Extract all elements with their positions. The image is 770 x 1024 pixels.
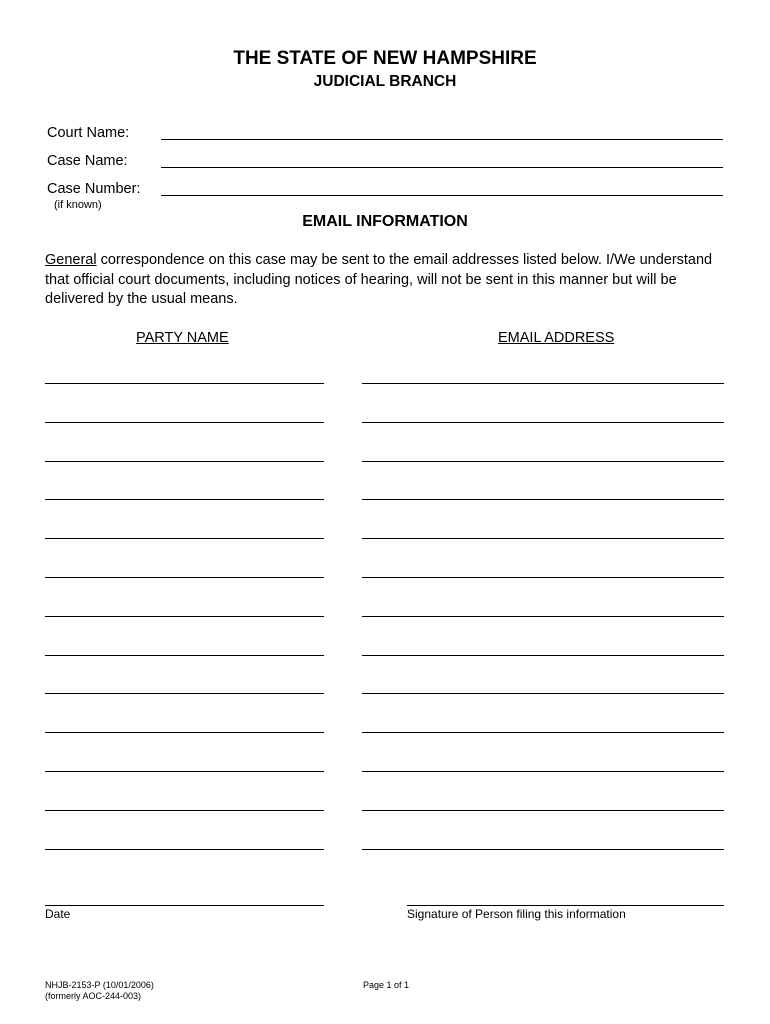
party-name-field[interactable] (45, 499, 324, 500)
email-address-field[interactable] (362, 499, 724, 500)
if-known-note: (if known) (54, 199, 102, 211)
case-number-field[interactable] (161, 195, 723, 196)
instructions-paragraph (45, 251, 735, 310)
email-address-field[interactable] (362, 422, 724, 423)
email-address-field[interactable] (362, 771, 724, 772)
court-name-label: Court Name: (47, 125, 130, 141)
email-address-field[interactable] (362, 538, 724, 539)
form-number: NHJB-2153-P (10/01/2006) (45, 980, 154, 990)
court-name-field[interactable] (161, 139, 723, 140)
email-address-field[interactable] (362, 616, 724, 617)
party-name-field[interactable] (45, 810, 324, 811)
party-name-field[interactable] (45, 383, 324, 384)
case-name-field[interactable] (161, 167, 723, 168)
email-address-field[interactable] (362, 849, 724, 850)
form-formerly: (formerly AOC-244-003) (45, 991, 142, 1001)
date-label: Date (45, 907, 71, 921)
email-address-field[interactable] (362, 693, 724, 694)
signature-field[interactable] (407, 905, 724, 906)
party-name-field[interactable] (45, 771, 324, 772)
party-name-field[interactable] (45, 461, 324, 462)
page-subtitle: JUDICIAL BRANCH (313, 73, 457, 90)
email-address-field[interactable] (362, 655, 724, 656)
party-name-field[interactable] (45, 577, 324, 578)
party-name-field[interactable] (45, 849, 324, 850)
email-address-header: EMAIL ADDRESS (498, 330, 615, 346)
email-address-field[interactable] (362, 810, 724, 811)
page-number: Page 1 of 1 (363, 980, 410, 990)
party-name-field[interactable] (45, 732, 324, 733)
email-address-field[interactable] (362, 732, 724, 733)
case-number-label: Case Number: (47, 181, 141, 197)
party-name-field[interactable] (45, 655, 324, 656)
page-title: THE STATE OF NEW HAMPSHIRE (233, 48, 537, 69)
section-title: EMAIL INFORMATION (302, 213, 468, 230)
email-address-field[interactable] (362, 461, 724, 462)
party-name-header: PARTY NAME (136, 330, 229, 346)
party-name-field[interactable] (45, 422, 324, 423)
paragraph-text: correspondence on this case may be sent to the email addresses listed below. I/We understand that official court documents, including notices of hearing, will not be sent in this manner but will be delivered by the usual means. (45, 252, 713, 307)
email-address-field[interactable] (362, 577, 724, 578)
email-address-field[interactable] (362, 383, 724, 384)
date-field[interactable] (45, 905, 324, 906)
case-name-label: Case Name: (47, 153, 128, 169)
signature-label: Signature of Person filing this information (407, 907, 626, 921)
party-name-field[interactable] (45, 693, 324, 694)
party-name-field[interactable] (45, 616, 324, 617)
party-name-field[interactable] (45, 538, 324, 539)
underlined-word: General (45, 252, 97, 268)
